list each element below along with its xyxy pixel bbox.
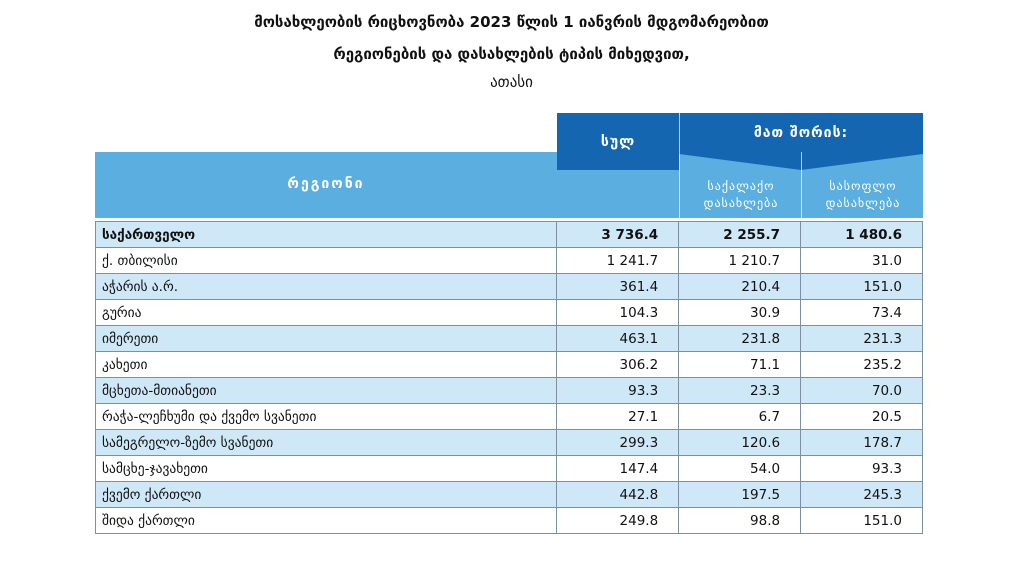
header-rural-line1: სასოფლო bbox=[829, 179, 897, 193]
header-rural-line2: დასახლება bbox=[825, 196, 901, 210]
header-urban-line1: საქალაქო bbox=[707, 179, 775, 193]
total-cell: 104.3 bbox=[557, 300, 679, 326]
table-row bbox=[96, 456, 923, 482]
total-cell: 463.1 bbox=[557, 326, 679, 352]
total-cell: 147.4 bbox=[557, 456, 679, 482]
rural-cell: 20.5 bbox=[801, 404, 923, 430]
urban-cell: 210.4 bbox=[679, 274, 801, 300]
table-row bbox=[96, 300, 923, 326]
header-rural bbox=[803, 178, 923, 212]
table-row bbox=[96, 378, 923, 404]
table-row-total bbox=[96, 222, 923, 248]
header-divider bbox=[801, 152, 802, 218]
urban-cell: 2 255.7 bbox=[679, 222, 801, 248]
total-cell: 27.1 bbox=[557, 404, 679, 430]
urban-cell: 23.3 bbox=[679, 378, 801, 404]
region-cell: აჭარის ა.რ. bbox=[96, 274, 557, 300]
region-cell: ქ. თბილისი bbox=[96, 248, 557, 274]
rural-cell: 93.3 bbox=[801, 456, 923, 482]
urban-cell: 54.0 bbox=[679, 456, 801, 482]
rural-cell: 178.7 bbox=[801, 430, 923, 456]
urban-cell: 30.9 bbox=[679, 300, 801, 326]
rural-cell: 1 480.6 bbox=[801, 222, 923, 248]
region-cell: იმერეთი bbox=[96, 326, 557, 352]
region-cell: გურია bbox=[96, 300, 557, 326]
header-total-label: სულ bbox=[600, 133, 636, 150]
urban-cell: 231.8 bbox=[679, 326, 801, 352]
table-row bbox=[96, 482, 923, 508]
table-row bbox=[96, 326, 923, 352]
total-cell: 361.4 bbox=[557, 274, 679, 300]
total-cell: 1 241.7 bbox=[557, 248, 679, 274]
region-cell: რაჭა-ლეჩხუმი და ქვემო სვანეთი bbox=[96, 404, 557, 430]
population-table bbox=[95, 221, 923, 534]
urban-cell: 1 210.7 bbox=[679, 248, 801, 274]
header-of-which bbox=[679, 113, 923, 152]
urban-cell: 98.8 bbox=[679, 508, 801, 534]
urban-cell: 197.5 bbox=[679, 482, 801, 508]
rural-cell: 245.3 bbox=[801, 482, 923, 508]
region-cell: ქვემო ქართლი bbox=[96, 482, 557, 508]
header-urban-line2: დასახლება bbox=[703, 196, 779, 210]
total-cell: 299.3 bbox=[557, 430, 679, 456]
table-row bbox=[96, 508, 923, 534]
region-cell: სამეგრელო-ზემო სვანეთი bbox=[96, 430, 557, 456]
total-cell: 249.8 bbox=[557, 508, 679, 534]
region-cell: სამცხე-ჯავახეთი bbox=[96, 456, 557, 482]
table-row bbox=[96, 404, 923, 430]
rural-cell: 70.0 bbox=[801, 378, 923, 404]
urban-cell: 71.1 bbox=[679, 352, 801, 378]
total-cell: 93.3 bbox=[557, 378, 679, 404]
table-row bbox=[96, 274, 923, 300]
table-row bbox=[96, 352, 923, 378]
page-subtitle: რეგიონების და დასახლების ტიპის მიხედვით, bbox=[333, 45, 690, 63]
urban-cell: 120.6 bbox=[679, 430, 801, 456]
region-cell: შიდა ქართლი bbox=[96, 508, 557, 534]
urban-cell: 6.7 bbox=[679, 404, 801, 430]
region-cell: კახეთი bbox=[96, 352, 557, 378]
table-row bbox=[96, 248, 923, 274]
region-cell: მცხეთა-მთიანეთი bbox=[96, 378, 557, 404]
rural-cell: 151.0 bbox=[801, 274, 923, 300]
rural-cell: 151.0 bbox=[801, 508, 923, 534]
header-urban bbox=[681, 178, 801, 212]
page-title: მოსახლეობის რიცხოვნობა 2023 წლის 1 იანვრის მდგომარეობით bbox=[254, 13, 769, 31]
rural-cell: 235.2 bbox=[801, 352, 923, 378]
total-cell: 306.2 bbox=[557, 352, 679, 378]
rural-cell: 31.0 bbox=[801, 248, 923, 274]
header-region: რეგიონი bbox=[287, 176, 365, 192]
region-cell: საქართველო bbox=[96, 222, 557, 248]
unit-label: ათასი bbox=[490, 73, 533, 91]
total-cell: 3 736.4 bbox=[557, 222, 679, 248]
table-row bbox=[96, 430, 923, 456]
total-cell: 442.8 bbox=[557, 482, 679, 508]
rural-cell: 73.4 bbox=[801, 300, 923, 326]
header-of-which-label: მათ შორის: bbox=[753, 124, 849, 141]
header-divider bbox=[679, 113, 680, 218]
rural-cell: 231.3 bbox=[801, 326, 923, 352]
